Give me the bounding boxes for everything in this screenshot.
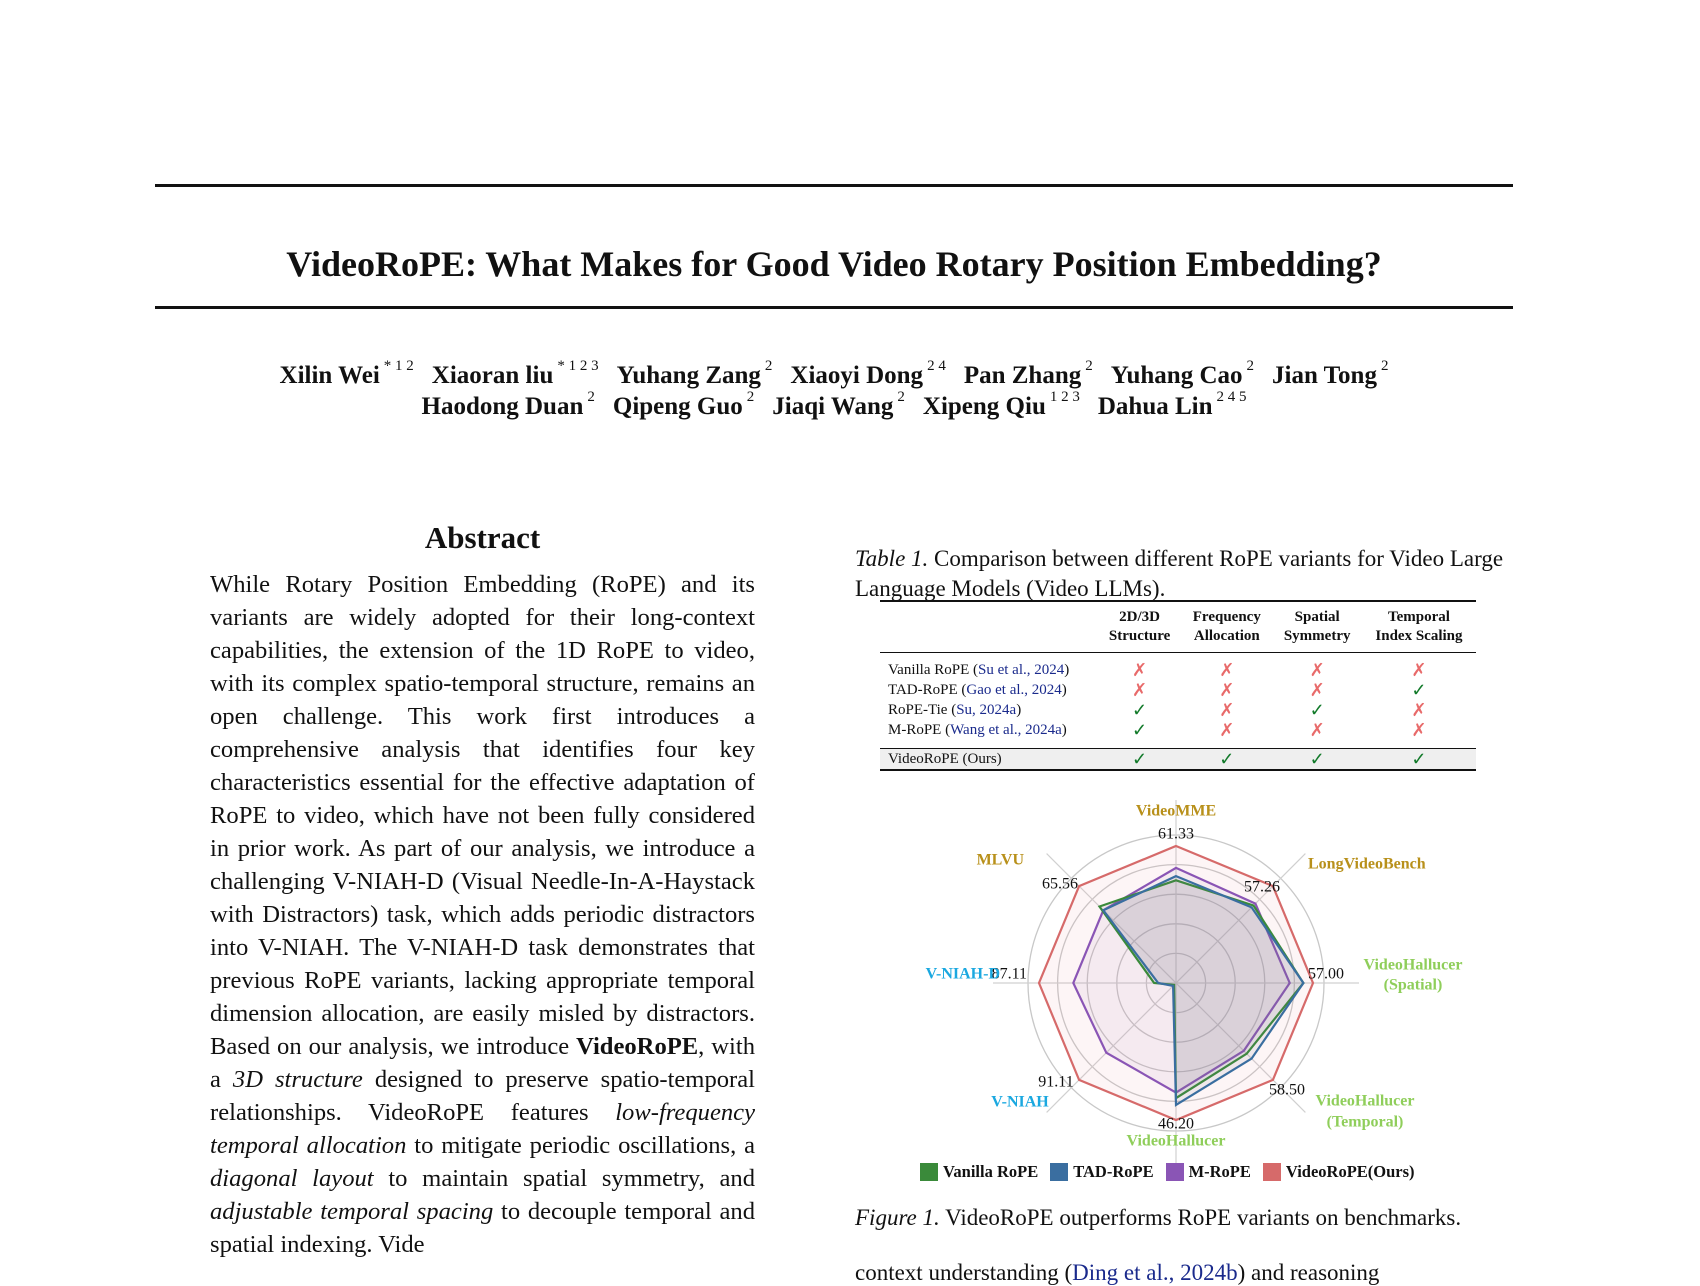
- legend-label: Vanilla RoPE: [943, 1162, 1039, 1181]
- legend-swatch: [1166, 1163, 1184, 1181]
- check-icon: ✓: [1132, 720, 1148, 740]
- axis-label: VideoHallucer: [1363, 956, 1463, 974]
- axis-max-value: 91.11: [1038, 1073, 1074, 1091]
- comparison-table: [880, 600, 1476, 771]
- table-row: [880, 700, 1476, 720]
- citation-link[interactable]: Gao et al., 2024: [966, 682, 1062, 698]
- method-cell: RoPE-Tie (Su, 2024a): [888, 702, 1022, 718]
- axis-label: V-NIAH-D: [925, 965, 1000, 983]
- method-cell: Vanilla RoPE (Su et al., 2024): [888, 662, 1070, 678]
- author-name: Qipeng Guo $^2$: [612, 389, 755, 420]
- axis-label: V-NIAH: [991, 1093, 1049, 1111]
- check-icon: ✓: [1132, 749, 1148, 769]
- citation-link[interactable]: Ding et al., 2024b: [1072, 1260, 1238, 1285]
- author-affiliation: 1 2 3: [1049, 389, 1080, 405]
- radar-chart: [880, 785, 1480, 1165]
- legend-item: [920, 1162, 1038, 1182]
- cross-icon: ✗: [1309, 720, 1325, 740]
- author-affiliation: 2: [1085, 358, 1093, 374]
- author-name: Pan Zhang $^2$: [963, 358, 1093, 389]
- author-name: Xiaoyi Dong $^{2 4}$: [790, 358, 946, 389]
- author-name: Xilin Wei $^{* 1 2}$: [279, 358, 414, 389]
- abstract-body: While Rotary Position Embedding (RoPE) and its variants are widely adopted for their long-context capabilities, the extension of the 1D RoPE to video, with its complex spatio-temporal structure, remains an open challenge. This work first introduces a comprehensive analysis that identifies four key characteristics essential for the effective adaptation of RoPE to video, which have not been fully considered in prior work. As part of our analysis, we introduce a challenging V-NIAH-D (Visual Needle-In-A-Haystack with Distractors) task, which adds periodic distractors into V-NIAH. The V-NIAH-D task demonstrates that previous RoPE variants, lacking appropriate temporal dimension allocation, are easily misled by distractors. Based on our analysis, we introduce VideoRoPE, with a 3D structure designed to preserve spatio-temporal relationships. VideoRoPE features low-frequency temporal allocation to mitigate periodic oscillations, a diagonal layout to maintain spatial symmetry, and adjustable temporal spacing to decouple temporal and spatial indexing. Vide: [210, 571, 756, 1258]
- check-icon: ✓: [1309, 749, 1325, 769]
- column-header: 2D/3D Structure: [1108, 609, 1171, 644]
- author-affiliation: 2: [587, 389, 595, 405]
- cross-icon: ✗: [1309, 680, 1325, 700]
- cross-icon: ✗: [1309, 660, 1325, 680]
- author-list-line-2: [155, 389, 1513, 421]
- check-icon: ✓: [1219, 749, 1235, 769]
- legend-label: M-RoPE: [1188, 1162, 1251, 1181]
- legend-swatch: [920, 1163, 938, 1181]
- axis-max-value: 57.00: [1308, 965, 1344, 983]
- axis-max-value: 61.33: [1158, 825, 1194, 843]
- column-header: Spatial Symmetry: [1283, 609, 1351, 644]
- table-row: [880, 653, 1476, 681]
- author-affiliation: 2: [1380, 358, 1389, 374]
- author-affiliation: 2 4 5: [1216, 389, 1247, 405]
- author-name: Xipeng Qiu $^{1 2 3}$: [922, 389, 1080, 420]
- author-name: Jiaqi Wang $^2$: [772, 389, 905, 420]
- legend-label: TAD-RoPE: [1073, 1162, 1154, 1181]
- cross-icon: ✗: [1219, 700, 1235, 720]
- cross-icon: ✗: [1411, 720, 1427, 740]
- legend-item: [1166, 1162, 1251, 1182]
- table-header-row: [880, 601, 1476, 653]
- paper-title: VideoRoPE: What Makes for Good Video Rotary Position Embedding?: [286, 244, 1382, 284]
- method-name-emphasis: VideoRoPE: [576, 1033, 699, 1060]
- author-name: Yuhang Zang $^2$: [616, 358, 773, 389]
- axis-label: LongVideoBench: [1308, 855, 1426, 873]
- author-affiliation: * 1 2 3: [557, 358, 599, 374]
- check-icon: ✓: [1309, 700, 1325, 720]
- legend-swatch: [1050, 1163, 1068, 1181]
- cross-icon: ✗: [1219, 660, 1235, 680]
- legend-label: VideoRoPE(Ours): [1285, 1162, 1415, 1181]
- axis-label: VideoHallucer: [1126, 1132, 1226, 1150]
- legend-swatch: [1263, 1163, 1281, 1181]
- legend-item: [1050, 1162, 1153, 1182]
- cross-icon: ✗: [1219, 720, 1235, 740]
- check-icon: ✓: [1132, 700, 1148, 720]
- citation-link[interactable]: Su et al., 2024: [978, 662, 1065, 678]
- table-row: [880, 720, 1476, 740]
- axis-max-value: 57.26: [1244, 878, 1280, 896]
- citation-link[interactable]: Su, 2024a: [956, 702, 1017, 718]
- author-affiliation: 2: [897, 389, 905, 405]
- title-top-rule: [155, 184, 1513, 187]
- author-name: Haodong Duan $^2$: [421, 389, 595, 420]
- axis-label-sub: (Temporal): [1326, 1113, 1404, 1131]
- body-text-snippet: context understanding (Ding et al., 2024b) and reasoning: [855, 1260, 1380, 1285]
- abstract-heading: Abstract: [424, 520, 541, 555]
- axis-label: MLVU: [976, 851, 1024, 869]
- author-affiliation: * 1 2: [383, 358, 414, 374]
- cross-icon: ✗: [1219, 680, 1235, 700]
- cross-icon: ✗: [1132, 660, 1148, 680]
- axis-label-sub: (Spatial): [1383, 976, 1443, 994]
- table-row-ours: [880, 749, 1476, 771]
- column-header: Temporal Index Scaling: [1375, 609, 1463, 644]
- method-cell: TAD-RoPE (Gao et al., 2024): [888, 682, 1067, 698]
- method-cell: VideoRoPE (Ours): [880, 749, 1098, 771]
- cross-icon: ✗: [1132, 680, 1148, 700]
- cross-icon: ✗: [1411, 700, 1427, 720]
- axis-max-value: 87.11: [991, 965, 1027, 983]
- author-name: Yuhang Cao $^2$: [1110, 358, 1255, 389]
- cross-icon: ✗: [1411, 660, 1427, 680]
- axis-label: VideoMME: [1135, 802, 1217, 820]
- method-cell: M-RoPE (Wang et al., 2024a): [888, 722, 1067, 738]
- legend-item: [1263, 1162, 1415, 1182]
- author-affiliation: 2: [746, 389, 755, 405]
- title-bottom-rule: [155, 306, 1513, 309]
- axis-label: VideoHallucer: [1315, 1092, 1415, 1110]
- check-icon: ✓: [1411, 749, 1427, 769]
- author-affiliation: 2 4: [927, 358, 946, 374]
- author-name: Xiaoran liu $^{* 1 2 3}$: [431, 358, 599, 389]
- author-name: Jian Tong $^2$: [1272, 358, 1389, 389]
- author-affiliation: 2: [1246, 358, 1255, 374]
- check-icon: ✓: [1411, 680, 1427, 700]
- figure-caption: Figure 1. VideoRoPE outperforms RoPE variants on benchmarks.: [855, 1205, 1462, 1230]
- table-caption: Table 1. Comparison between different RoPE variants for Video Large Language Models (Video LLMs).: [855, 546, 1504, 601]
- citation-link[interactable]: Wang et al., 2024a: [950, 722, 1062, 738]
- chart-legend: [920, 1162, 1415, 1182]
- column-header: Frequency Allocation: [1192, 609, 1261, 644]
- axis-max-value: 58.50: [1269, 1081, 1305, 1099]
- author-affiliation: 2: [764, 358, 773, 374]
- author-list-line-1: [155, 358, 1513, 390]
- author-name: Dahua Lin $^{2 4 5}$: [1097, 389, 1247, 420]
- axis-max-value: 65.56: [1042, 875, 1078, 893]
- table-row: [880, 680, 1476, 700]
- axis-max-value: 46.20: [1158, 1115, 1194, 1133]
